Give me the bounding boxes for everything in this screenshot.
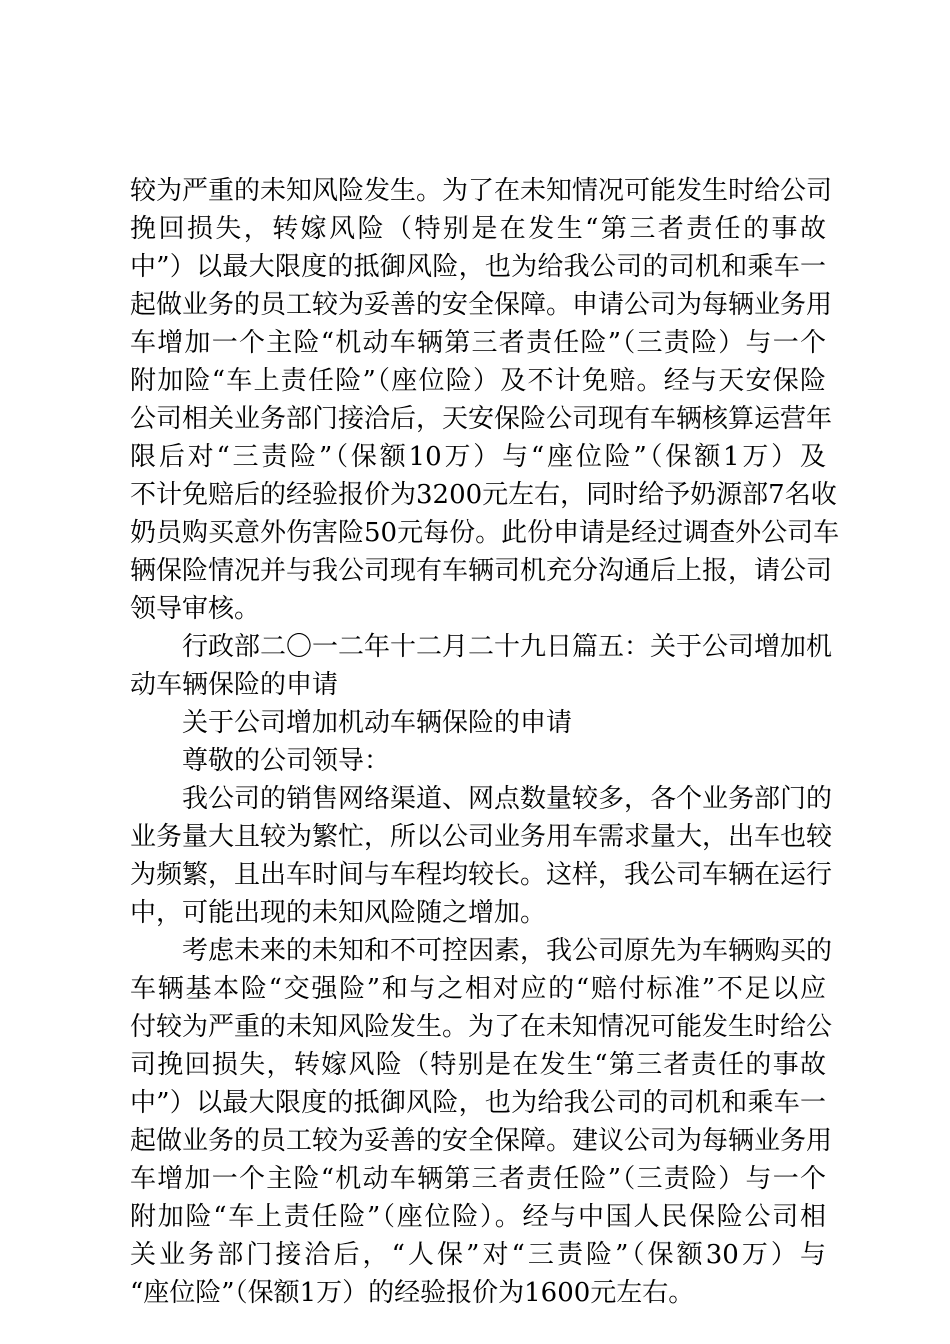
text-line: 司挽回损失，转嫁风险（特别是在发生“第三者责任的事故 bbox=[130, 1050, 826, 1080]
text-line: 限后对“三责险”（保额10万）与“座位险”（保额1万）及 bbox=[130, 442, 826, 472]
text-line: 附加险“车上责任险”（座位险）及不计免赔。经与天安保险 bbox=[130, 366, 826, 396]
text-line: 车增加一个主险“机动车辆第三者责任险”（三责险）与一个 bbox=[130, 328, 826, 358]
text-line: 业务量大且较为繁忙，所以公司业务用车需求量大，出车也较 bbox=[130, 822, 833, 852]
text-line: 领导审核。 bbox=[130, 594, 261, 624]
text-line: 中，可能出现的未知风险随之增加。 bbox=[130, 898, 547, 928]
text-line: 行政部二〇一二年十二月二十九日篇五：关于公司增加机 bbox=[182, 632, 833, 662]
text-line: 中”）以最大限度的抵御风险，也为给我公司的司机和乘车一 bbox=[130, 1088, 826, 1118]
text-line: 尊敬的公司领导： bbox=[182, 746, 391, 776]
text-line: 起做业务的员工较为妥善的安全保障。申请公司为每辆业务用 bbox=[130, 290, 833, 320]
text-line: 不计免赔后的经验报价为3200元左右，同时给予奶源部7名收 bbox=[130, 480, 837, 510]
text-line: 关于公司增加机动车辆保险的申请 bbox=[182, 708, 573, 738]
text-line: 考虑未来的未知和不可控因素，我公司原先为车辆购买的 bbox=[182, 936, 833, 966]
text-line: 车增加一个主险“机动车辆第三者责任险”（三责险）与一个 bbox=[130, 1164, 826, 1194]
text-line: 动车辆保险的申请 bbox=[130, 670, 339, 700]
text-line: 起做业务的员工较为妥善的安全保障。建议公司为每辆业务用 bbox=[130, 1126, 833, 1156]
text-line: 关业务部门接洽后，“人保”对“三责险”（保额30万）与 bbox=[130, 1240, 826, 1270]
text-line: 公司相关业务部门接洽后，天安保险公司现有车辆核算运营年 bbox=[130, 404, 833, 434]
text-line: “座位险”（保额1万）的经验报价为1600元左右。 bbox=[130, 1278, 695, 1308]
text-line: 奶员购买意外伤害险50元每份。此份申请是经过调查外公司车 bbox=[130, 518, 840, 548]
text-line: 较为严重的未知风险发生。为了在未知情况可能发生时给公司 bbox=[130, 176, 833, 206]
document-body bbox=[130, 172, 840, 1312]
text-line: 中”）以最大限度的抵御风险，也为给我公司的司机和乘车一 bbox=[130, 252, 826, 282]
text-line: 车辆基本险“交强险”和与之相对应的“赔付标准”不足以应 bbox=[130, 974, 826, 1004]
text-line: 我公司的销售网络渠道、网点数量较多，各个业务部门的 bbox=[182, 784, 833, 814]
text-line: 为频繁，且出车时间与车程均较长。这样，我公司车辆在运行 bbox=[130, 860, 833, 890]
text-line: 附加险“车上责任险”（座位险）。经与中国人民保险公司相 bbox=[130, 1202, 826, 1232]
text-line: 辆保险情况并与我公司现有车辆司机充分沟通后上报，请公司 bbox=[130, 556, 833, 586]
text-line: 付较为严重的未知风险发生。为了在未知情况可能发生时给公 bbox=[130, 1012, 833, 1042]
text-line: 挽回损失，转嫁风险（特别是在发生“第三者责任的事故 bbox=[130, 214, 826, 244]
